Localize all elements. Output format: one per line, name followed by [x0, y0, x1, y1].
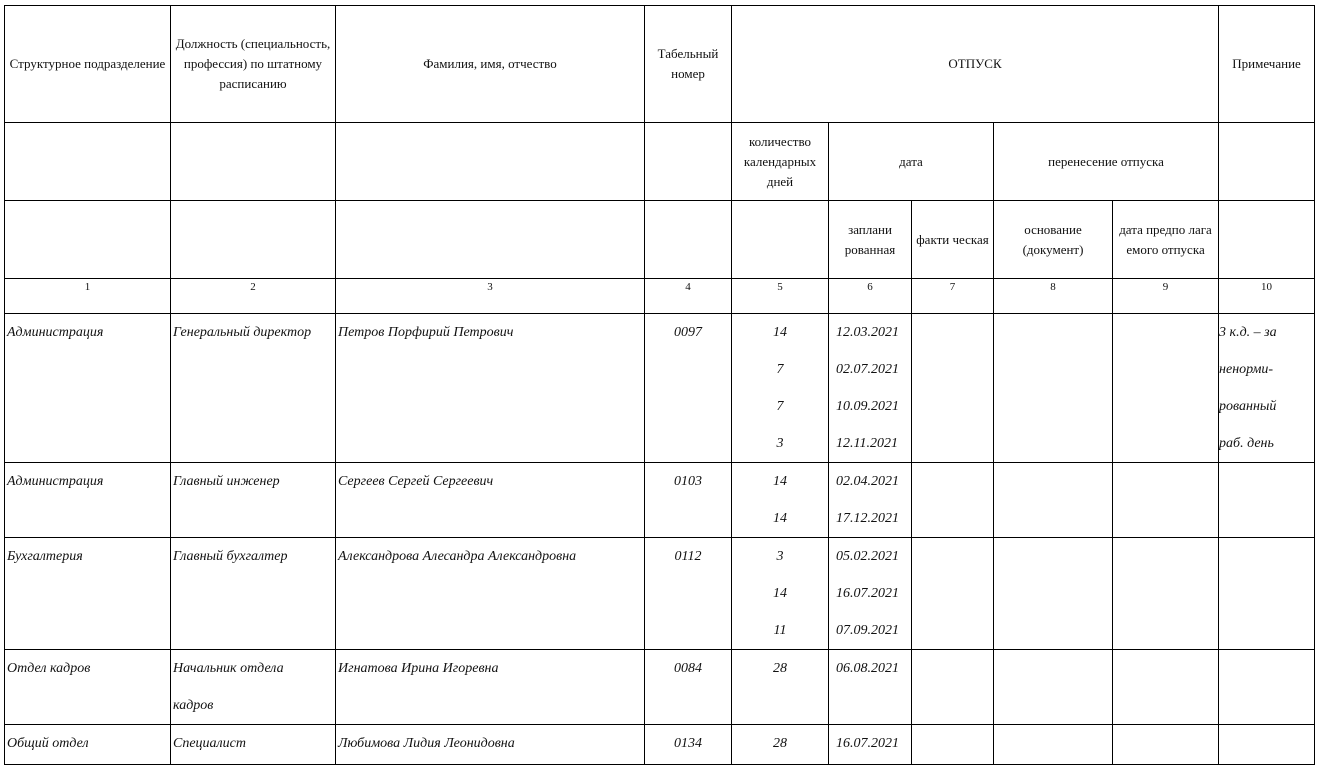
cell-tab-number-text: 0112	[674, 549, 702, 564]
cell-fullname	[336, 314, 645, 463]
cell-fullname	[336, 650, 645, 725]
cell-tab-number	[645, 650, 732, 725]
cell-note-line: 3 к.д. – за	[1219, 325, 1277, 340]
cell-position-line: Начальник отдела	[173, 661, 284, 676]
cell-tab-number	[645, 314, 732, 463]
empty-cell	[1219, 201, 1315, 279]
vacation-schedule-table	[4, 5, 1315, 765]
cell-dept	[5, 463, 171, 538]
header-fullname: Фамилия, имя, отчество	[336, 6, 645, 123]
header-note: Примечание	[1219, 6, 1315, 123]
cell-fullname	[336, 725, 645, 765]
cell-note-line: ненорми-	[1219, 362, 1274, 377]
header-expected: дата предпо лага емого отпуска	[1113, 201, 1219, 279]
cell-planned-date	[829, 463, 912, 538]
cell-position-line: Генеральный директор	[173, 325, 312, 340]
cell-note	[1219, 650, 1315, 725]
cell-position	[171, 463, 336, 538]
header-planned: заплани рованная	[829, 201, 912, 279]
col-number: 7	[912, 279, 994, 314]
cell-planned-date-line: 02.04.2021	[836, 474, 899, 489]
cell-fullname-text: Игнатова Ирина Игоревна	[338, 661, 499, 676]
cell-dept	[5, 650, 171, 725]
cell-note	[1219, 463, 1315, 538]
cell-days-line: 11	[773, 623, 787, 638]
cell-tab-number-text: 0103	[674, 474, 702, 489]
cell-dept-text: Администрация	[7, 474, 104, 489]
cell-position-line: Специалист	[173, 736, 246, 751]
cell-days-line: 7	[776, 362, 784, 377]
cell-dept-text: Общий отдел	[7, 736, 89, 751]
cell-position-line: кадров	[173, 698, 214, 713]
cell-note	[1219, 314, 1315, 463]
cell-position	[171, 314, 336, 463]
empty-cell	[732, 201, 829, 279]
cell-dept	[5, 725, 171, 765]
cell-days	[732, 314, 829, 463]
cell-expected-date	[1113, 725, 1219, 765]
cell-note-line: рованный	[1219, 399, 1277, 414]
header-tab-number: Табельный номер	[645, 6, 732, 123]
col-number: 5	[732, 279, 829, 314]
cell-fullname-text: Любимова Лидия Леонидовна	[338, 736, 515, 751]
col-number: 3	[336, 279, 645, 314]
cell-position-line: Главный инженер	[173, 474, 280, 489]
header-vacation: ОТПУСК	[732, 6, 1219, 123]
cell-fullname-text: Александрова Алесандра Александровна	[338, 549, 577, 564]
empty-cell	[171, 201, 336, 279]
cell-expected-date	[1113, 314, 1219, 463]
cell-fullname-text: Сергеев Сергей Сергеевич	[338, 474, 494, 489]
cell-planned-date	[829, 725, 912, 765]
cell-planned-date	[829, 650, 912, 725]
empty-cell	[645, 201, 732, 279]
cell-tab-number	[645, 463, 732, 538]
cell-actual-date	[912, 725, 994, 765]
cell-tab-number-text: 0134	[674, 736, 702, 751]
empty-cell	[5, 201, 171, 279]
cell-planned-date-line: 07.09.2021	[836, 623, 899, 638]
header-row-3	[5, 201, 1315, 279]
table-row	[5, 538, 1315, 650]
header-dept: Структурное подразделение	[5, 6, 171, 123]
cell-basis	[994, 538, 1113, 650]
cell-fullname	[336, 538, 645, 650]
cell-days-line: 28	[773, 661, 787, 676]
cell-position-line: Главный бухгалтер	[173, 549, 288, 564]
cell-dept	[5, 538, 171, 650]
cell-actual-date	[912, 650, 994, 725]
cell-planned-date-line: 16.07.2021	[836, 736, 899, 751]
header-days: количество календарных дней	[732, 123, 829, 201]
cell-planned-date-line: 12.03.2021	[836, 325, 899, 340]
table-row	[5, 314, 1315, 463]
cell-planned-date-line: 12.11.2021	[836, 436, 898, 451]
cell-days-line: 14	[773, 586, 787, 601]
column-number-row	[5, 279, 1315, 314]
cell-days-line: 3	[776, 436, 784, 451]
cell-days	[732, 538, 829, 650]
empty-cell	[645, 123, 732, 201]
cell-position	[171, 725, 336, 765]
table-row	[5, 463, 1315, 538]
cell-expected-date	[1113, 650, 1219, 725]
cell-planned-date-line: 17.12.2021	[836, 511, 899, 526]
header-transfer: перенесение отпуска	[994, 123, 1219, 201]
cell-actual-date	[912, 314, 994, 463]
cell-basis	[994, 314, 1113, 463]
table-row	[5, 725, 1315, 765]
cell-days	[732, 650, 829, 725]
col-number: 8	[994, 279, 1113, 314]
cell-dept-text: Бухгалтерия	[7, 549, 83, 564]
cell-days-line: 14	[773, 474, 787, 489]
empty-cell	[5, 123, 171, 201]
header-position: Должность (специальность, профессия) по штатному расписанию	[171, 6, 336, 123]
cell-dept-text: Отдел кадров	[7, 661, 91, 676]
cell-note	[1219, 725, 1315, 765]
cell-planned-date-line: 02.07.2021	[836, 362, 899, 377]
cell-dept-text: Администрация	[7, 325, 104, 340]
cell-note	[1219, 538, 1315, 650]
empty-cell	[1219, 123, 1315, 201]
cell-days-line: 14	[773, 511, 787, 526]
cell-planned-date-line: 06.08.2021	[836, 661, 899, 676]
cell-tab-number-text: 0097	[674, 325, 702, 340]
cell-days	[732, 463, 829, 538]
col-number: 10	[1219, 279, 1315, 314]
cell-planned-date-line: 05.02.2021	[836, 549, 899, 564]
cell-position	[171, 650, 336, 725]
cell-days	[732, 725, 829, 765]
cell-days-line: 14	[773, 325, 787, 340]
col-number: 2	[171, 279, 336, 314]
cell-fullname	[336, 463, 645, 538]
cell-basis	[994, 725, 1113, 765]
col-number: 6	[829, 279, 912, 314]
cell-position	[171, 538, 336, 650]
cell-dept	[5, 314, 171, 463]
cell-expected-date	[1113, 538, 1219, 650]
cell-planned-date	[829, 314, 912, 463]
header-basis: основание (документ)	[994, 201, 1113, 279]
cell-expected-date	[1113, 463, 1219, 538]
empty-cell	[336, 201, 645, 279]
cell-tab-number	[645, 538, 732, 650]
cell-basis	[994, 463, 1113, 538]
header-actual: факти ческая	[912, 201, 994, 279]
table-row	[5, 650, 1315, 725]
cell-days-line: 7	[776, 399, 784, 414]
col-number: 1	[5, 279, 171, 314]
cell-tab-number	[645, 725, 732, 765]
cell-fullname-text: Петров Порфирий Петрович	[338, 325, 514, 340]
cell-tab-number-text: 0084	[674, 661, 702, 676]
cell-note-line: раб. день	[1219, 436, 1274, 451]
cell-basis	[994, 650, 1113, 725]
header-row-2	[5, 123, 1315, 201]
cell-planned-date-line: 16.07.2021	[836, 586, 899, 601]
col-number: 9	[1113, 279, 1219, 314]
cell-planned-date	[829, 538, 912, 650]
cell-actual-date	[912, 463, 994, 538]
empty-cell	[171, 123, 336, 201]
header-row-1	[5, 6, 1315, 123]
cell-actual-date	[912, 538, 994, 650]
cell-days-line: 28	[773, 736, 787, 751]
empty-cell	[336, 123, 645, 201]
header-date: дата	[829, 123, 994, 201]
col-number: 4	[645, 279, 732, 314]
cell-days-line: 3	[776, 549, 784, 564]
cell-planned-date-line: 10.09.2021	[836, 399, 899, 414]
